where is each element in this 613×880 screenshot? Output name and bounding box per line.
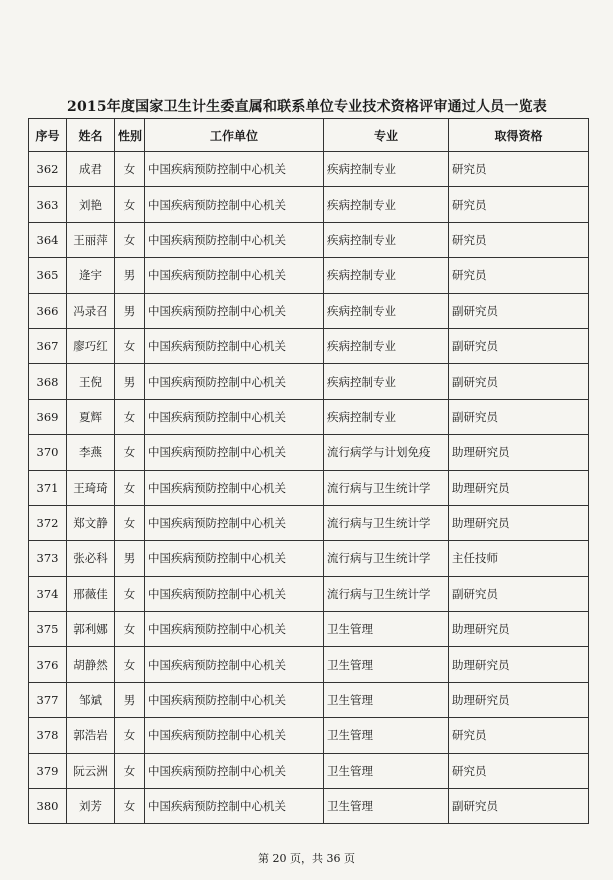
cell-major: 流行病与卫生统计学 (324, 576, 449, 611)
cell-id: 380 (29, 789, 67, 824)
cell-major: 流行病与卫生统计学 (324, 505, 449, 540)
cell-name: 郭浩岩 (67, 718, 115, 753)
cell-id: 368 (29, 364, 67, 399)
cell-qualification: 研究员 (449, 222, 589, 257)
cell-gender: 女 (115, 399, 145, 434)
cell-major: 卫生管理 (324, 718, 449, 753)
cell-major: 卫生管理 (324, 612, 449, 647)
table-row (29, 789, 589, 824)
cell-major: 流行病与卫生统计学 (324, 541, 449, 576)
table-row (29, 470, 589, 505)
cell-gender: 男 (115, 293, 145, 328)
table-row (29, 222, 589, 257)
cell-name: 郭利娜 (67, 612, 115, 647)
cell-qualification: 研究员 (449, 152, 589, 187)
cell-id: 363 (29, 187, 67, 222)
cell-major: 卫生管理 (324, 647, 449, 682)
cell-qualification: 副研究员 (449, 364, 589, 399)
cell-qualification: 研究员 (449, 718, 589, 753)
header-gender: 性别 (115, 119, 145, 152)
cell-name: 廖巧红 (67, 328, 115, 363)
personnel-table (28, 118, 589, 824)
cell-gender: 女 (115, 576, 145, 611)
cell-unit: 中国疾病预防控制中心机关 (145, 612, 324, 647)
cell-unit: 中国疾病预防控制中心机关 (145, 718, 324, 753)
cell-gender: 女 (115, 753, 145, 788)
cell-qualification: 研究员 (449, 753, 589, 788)
cell-id: 365 (29, 258, 67, 293)
cell-qualification: 副研究员 (449, 399, 589, 434)
table-row (29, 612, 589, 647)
table-row (29, 399, 589, 434)
table-row (29, 541, 589, 576)
header-major: 专业 (324, 119, 449, 152)
cell-gender: 女 (115, 152, 145, 187)
table-row (29, 718, 589, 753)
cell-gender: 女 (115, 647, 145, 682)
cell-id: 366 (29, 293, 67, 328)
cell-name: 胡静然 (67, 647, 115, 682)
cell-gender: 女 (115, 328, 145, 363)
header-name: 姓名 (67, 119, 115, 152)
cell-unit: 中国疾病预防控制中心机关 (145, 328, 324, 363)
table-row (29, 682, 589, 717)
cell-qualification: 副研究员 (449, 576, 589, 611)
cell-name: 刘芳 (67, 789, 115, 824)
cell-gender: 女 (115, 718, 145, 753)
table-header-row (29, 119, 589, 152)
cell-major: 流行病学与计划免疫 (324, 435, 449, 470)
cell-unit: 中国疾病预防控制中心机关 (145, 364, 324, 399)
cell-name: 郑文静 (67, 505, 115, 540)
table-body (29, 152, 589, 824)
cell-name: 成君 (67, 152, 115, 187)
cell-unit: 中国疾病预防控制中心机关 (145, 576, 324, 611)
header-id: 序号 (29, 119, 67, 152)
cell-unit: 中国疾病预防控制中心机关 (145, 541, 324, 576)
cell-id: 372 (29, 505, 67, 540)
cell-unit: 中国疾病预防控制中心机关 (145, 470, 324, 505)
cell-gender: 女 (115, 789, 145, 824)
cell-id: 371 (29, 470, 67, 505)
cell-id: 375 (29, 612, 67, 647)
table-row (29, 753, 589, 788)
cell-unit: 中国疾病预防控制中心机关 (145, 399, 324, 434)
cell-unit: 中国疾病预防控制中心机关 (145, 152, 324, 187)
cell-qualification: 副研究员 (449, 789, 589, 824)
cell-unit: 中国疾病预防控制中心机关 (145, 187, 324, 222)
table-row (29, 364, 589, 399)
page-footer: 第 20 页，共 36 页 (258, 852, 355, 865)
cell-gender: 女 (115, 470, 145, 505)
table-row (29, 576, 589, 611)
cell-id: 373 (29, 541, 67, 576)
cell-unit: 中国疾病预防控制中心机关 (145, 222, 324, 257)
cell-major: 疾病控制专业 (324, 187, 449, 222)
cell-id: 362 (29, 152, 67, 187)
table-row (29, 187, 589, 222)
cell-qualification: 助理研究员 (449, 470, 589, 505)
cell-qualification: 研究员 (449, 258, 589, 293)
cell-name: 冯录召 (67, 293, 115, 328)
cell-unit: 中国疾病预防控制中心机关 (145, 789, 324, 824)
cell-unit: 中国疾病预防控制中心机关 (145, 293, 324, 328)
cell-id: 378 (29, 718, 67, 753)
cell-major: 流行病与卫生统计学 (324, 470, 449, 505)
cell-id: 376 (29, 647, 67, 682)
cell-unit: 中国疾病预防控制中心机关 (145, 647, 324, 682)
table-row (29, 647, 589, 682)
table-row (29, 258, 589, 293)
cell-name: 邢薇佳 (67, 576, 115, 611)
cell-unit: 中国疾病预防控制中心机关 (145, 435, 324, 470)
cell-qualification: 助理研究员 (449, 435, 589, 470)
cell-gender: 男 (115, 364, 145, 399)
cell-id: 379 (29, 753, 67, 788)
cell-name: 王琦琦 (67, 470, 115, 505)
cell-major: 疾病控制专业 (324, 364, 449, 399)
table-row (29, 505, 589, 540)
cell-qualification: 主任技师 (449, 541, 589, 576)
cell-gender: 男 (115, 682, 145, 717)
cell-major: 卫生管理 (324, 753, 449, 788)
cell-name: 李燕 (67, 435, 115, 470)
cell-name: 逄宇 (67, 258, 115, 293)
cell-qualification: 助理研究员 (449, 505, 589, 540)
header-unit: 工作单位 (145, 119, 324, 152)
cell-major: 疾病控制专业 (324, 222, 449, 257)
cell-major: 疾病控制专业 (324, 293, 449, 328)
cell-major: 疾病控制专业 (324, 258, 449, 293)
cell-major: 疾病控制专业 (324, 328, 449, 363)
table-row (29, 435, 589, 470)
cell-gender: 男 (115, 258, 145, 293)
cell-qualification: 研究员 (449, 187, 589, 222)
cell-name: 阮云洲 (67, 753, 115, 788)
cell-gender: 女 (115, 505, 145, 540)
cell-qualification: 副研究员 (449, 328, 589, 363)
cell-unit: 中国疾病预防控制中心机关 (145, 753, 324, 788)
cell-gender: 女 (115, 435, 145, 470)
cell-name: 夏辉 (67, 399, 115, 434)
cell-gender: 女 (115, 222, 145, 257)
cell-qualification: 助理研究员 (449, 682, 589, 717)
cell-unit: 中国疾病预防控制中心机关 (145, 258, 324, 293)
page-title: 2015年度国家卫生计生委直属和联系单位专业技术资格评审通过人员一览表 (67, 99, 547, 115)
cell-major: 疾病控制专业 (324, 399, 449, 434)
cell-name: 张必科 (67, 541, 115, 576)
cell-gender: 男 (115, 541, 145, 576)
cell-unit: 中国疾病预防控制中心机关 (145, 505, 324, 540)
cell-id: 377 (29, 682, 67, 717)
cell-id: 369 (29, 399, 67, 434)
cell-gender: 女 (115, 187, 145, 222)
cell-qualification: 助理研究员 (449, 647, 589, 682)
cell-qualification: 副研究员 (449, 293, 589, 328)
table-row (29, 328, 589, 363)
cell-unit: 中国疾病预防控制中心机关 (145, 682, 324, 717)
cell-id: 370 (29, 435, 67, 470)
cell-major: 卫生管理 (324, 789, 449, 824)
cell-gender: 女 (115, 612, 145, 647)
cell-name: 王丽萍 (67, 222, 115, 257)
table-row (29, 293, 589, 328)
cell-id: 374 (29, 576, 67, 611)
cell-major: 疾病控制专业 (324, 152, 449, 187)
cell-major: 卫生管理 (324, 682, 449, 717)
table-row (29, 152, 589, 187)
cell-qualification: 助理研究员 (449, 612, 589, 647)
cell-name: 刘艳 (67, 187, 115, 222)
cell-id: 367 (29, 328, 67, 363)
header-qualification: 取得资格 (449, 119, 589, 152)
cell-id: 364 (29, 222, 67, 257)
cell-name: 王倪 (67, 364, 115, 399)
cell-name: 邹斌 (67, 682, 115, 717)
